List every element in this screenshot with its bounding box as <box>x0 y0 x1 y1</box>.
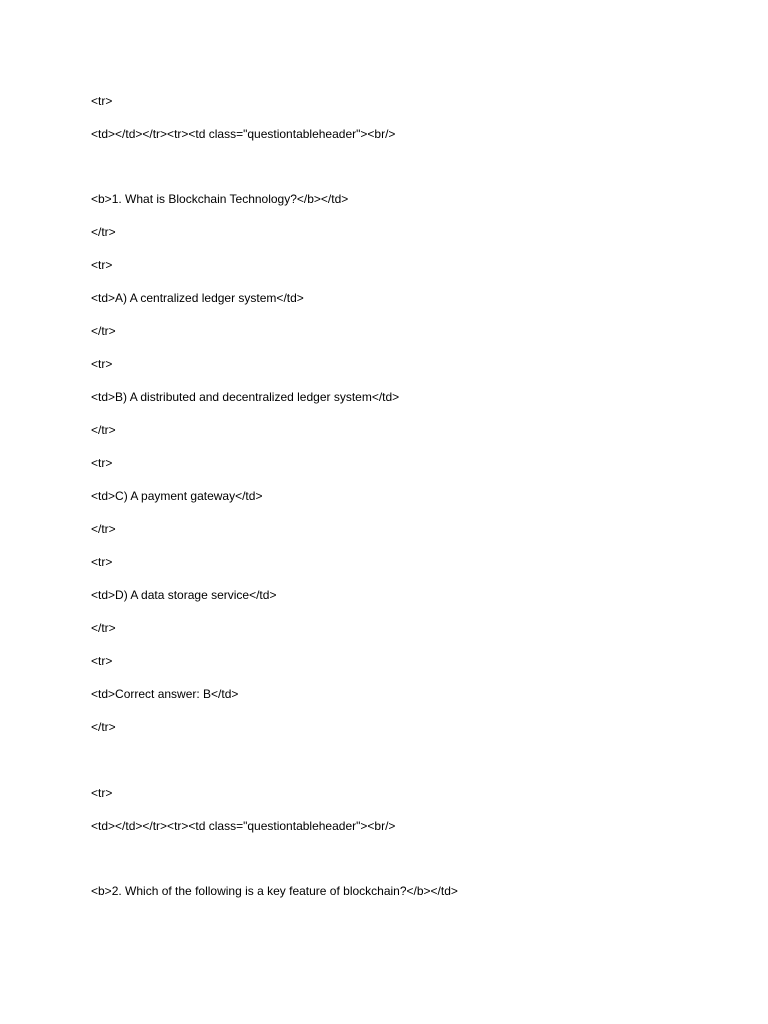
text-line: <td>B) A distributed and decentralized ledger system</td> <box>91 390 400 404</box>
text-line: </tr> <box>91 324 116 338</box>
text-line: </tr> <box>91 720 116 734</box>
text-line: <tr> <box>91 786 113 800</box>
text-line: </tr> <box>91 423 116 437</box>
text-line: </tr> <box>91 225 116 239</box>
text-line: <tr> <box>91 654 113 668</box>
text-line: </tr> <box>91 522 116 536</box>
text-line: <td>Correct answer: B</td> <box>91 687 239 701</box>
text-line: <b>1. What is Blockchain Technology?</b></td> <box>91 192 349 206</box>
text-line: <td>A) A centralized ledger system</td> <box>91 291 304 305</box>
text-line: <tr> <box>91 94 113 108</box>
text-line: <tr> <box>91 555 113 569</box>
text-line: <b>2. Which of the following is a key feature of blockchain?</b></td> <box>91 884 458 898</box>
text-line: </tr> <box>91 621 116 635</box>
text-line: <td></td></tr><tr><td class="questiontableheader"><br/> <box>91 127 396 141</box>
text-line: <tr> <box>91 456 113 470</box>
text-line: <td>C) A payment gateway</td> <box>91 489 263 503</box>
text-line: <tr> <box>91 258 113 272</box>
text-line: <td>D) A data storage service</td> <box>91 588 277 602</box>
text-line: <td></td></tr><tr><td class="questiontableheader"><br/> <box>91 819 396 833</box>
text-line: <tr> <box>91 357 113 371</box>
